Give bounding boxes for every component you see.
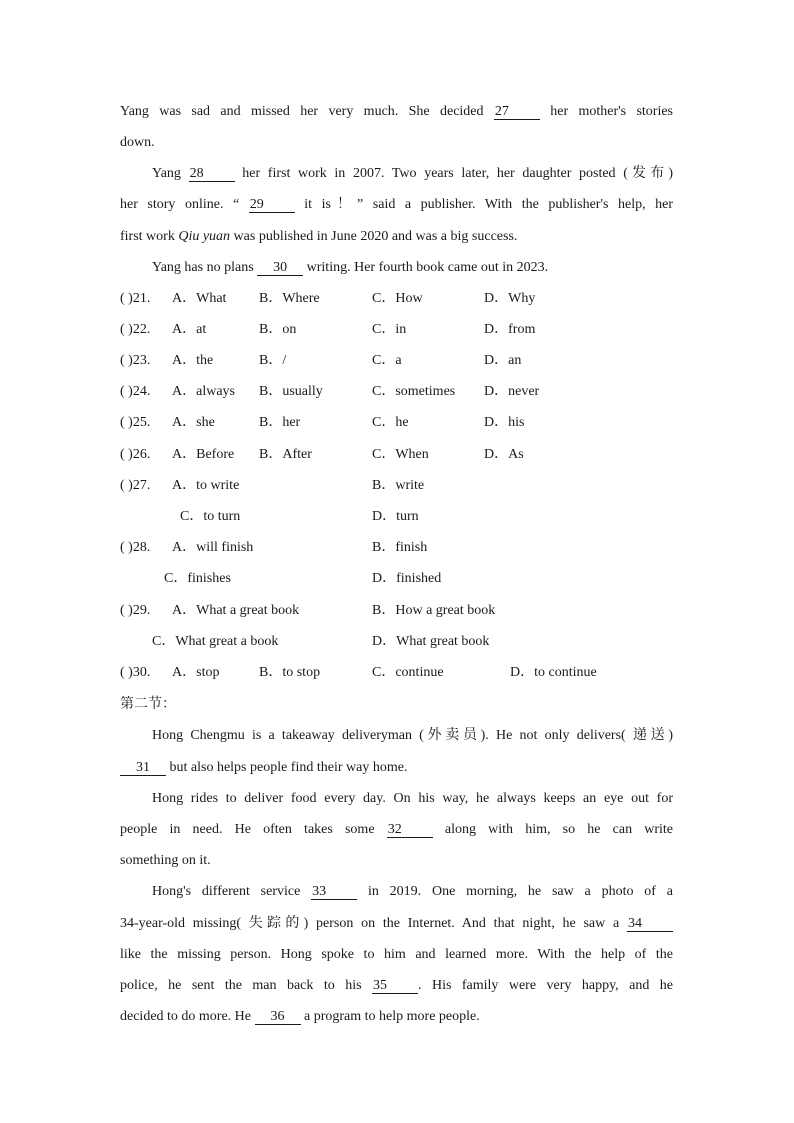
- option-c: [372, 382, 455, 402]
- option-a: [172, 351, 213, 371]
- passage-line: down.: [120, 135, 155, 150]
- answer-blank: 35: [372, 978, 418, 994]
- option-letter: C．: [372, 322, 396, 337]
- option-text: continue: [395, 665, 444, 680]
- passage-line: Hong rides to deliver food every day. On his way, he always keeps an eye out for: [152, 791, 673, 806]
- option-b: [372, 538, 427, 558]
- option-d: [484, 413, 524, 433]
- option-c: [372, 663, 444, 683]
- option-a: [172, 601, 299, 621]
- option-letter: A．: [172, 540, 197, 555]
- option-text: usually: [282, 384, 323, 399]
- option-a: [172, 382, 235, 402]
- option-text: he: [395, 415, 409, 430]
- option-letter: C．: [164, 571, 188, 586]
- option-letter: A．: [172, 665, 197, 680]
- option-text: After: [282, 447, 312, 462]
- option-text: finished: [396, 571, 442, 586]
- option-letter: D．: [484, 291, 509, 306]
- option-letter: B．: [372, 603, 396, 618]
- option-letter: D．: [484, 384, 509, 399]
- answer-blank: 30: [257, 260, 303, 276]
- option-d: [510, 663, 597, 683]
- text: her first work in 2007. Two years later, her daughter posted (发布): [242, 166, 673, 181]
- option-letter: B．: [259, 665, 283, 680]
- question-number: ( )29.: [120, 603, 151, 618]
- question-number: ( )23.: [120, 353, 151, 368]
- option-text: from: [508, 322, 536, 337]
- option-b: [372, 476, 424, 496]
- option-letter: C．: [372, 447, 396, 462]
- option-text: As: [508, 447, 524, 462]
- option-text: How a great book: [395, 603, 496, 618]
- text: along with him, so he can write: [444, 822, 674, 837]
- option-text: to write: [196, 478, 240, 493]
- option-d: [372, 632, 489, 652]
- question-number: ( )22.: [120, 322, 151, 337]
- answer-blank: 27: [494, 104, 540, 120]
- option-text: What: [196, 291, 227, 306]
- option-letter: B．: [372, 478, 396, 493]
- question-number: ( )25.: [120, 415, 151, 430]
- text: Yang has no plans: [152, 260, 254, 275]
- answer-blank: 34: [627, 916, 673, 932]
- option-b: [259, 289, 320, 309]
- passage-line: [120, 914, 673, 934]
- question-number: ( )24.: [120, 384, 151, 399]
- option-text: stop: [196, 665, 220, 680]
- passage-line: [152, 882, 673, 902]
- option-text: What great book: [396, 634, 490, 649]
- text: Hong's different service: [152, 884, 301, 899]
- option-text: she: [196, 415, 215, 430]
- text: decided to do more. He: [120, 1009, 252, 1024]
- option-letter: A．: [172, 478, 197, 493]
- option-text: When: [395, 447, 429, 462]
- option-letter: B．: [259, 322, 283, 337]
- option-d: [484, 445, 524, 465]
- option-letter: A．: [172, 447, 197, 462]
- answer-blank: 31: [120, 760, 166, 776]
- option-text: to turn: [203, 509, 241, 524]
- text: writing. Her fourth book came out in 2023.: [306, 260, 549, 275]
- option-b: [259, 351, 286, 371]
- passage-line: [152, 258, 673, 278]
- passage-line: [120, 976, 673, 996]
- passage-line: [120, 1007, 673, 1027]
- option-text: never: [508, 384, 540, 399]
- passage-line: [120, 102, 673, 122]
- passage-line: Hong Chengmu is a takeaway deliveryman (外卖员). He not only delivers( 递送): [152, 728, 673, 743]
- option-letter: B．: [372, 540, 396, 555]
- option-letter: C．: [152, 634, 176, 649]
- option-text: Where: [282, 291, 320, 306]
- option-letter: D．: [484, 447, 509, 462]
- question-number: ( )27.: [120, 478, 151, 493]
- text: 34-year-old missing( 失踪的) person on the Internet. And that night, he saw a: [120, 916, 620, 931]
- option-text: How: [395, 291, 423, 306]
- option-b: [259, 663, 320, 683]
- option-letter: B．: [259, 353, 283, 368]
- option-text: to continue: [534, 665, 597, 680]
- answer-blank: 28: [189, 166, 235, 182]
- text: people in need. He often takes some: [120, 822, 375, 837]
- option-letter: D．: [372, 634, 397, 649]
- option-letter: A．: [172, 353, 197, 368]
- option-d: [484, 351, 521, 371]
- option-letter: C．: [372, 415, 396, 430]
- passage-line: [152, 164, 673, 184]
- option-text: turn: [396, 509, 419, 524]
- option-letter: C．: [372, 384, 396, 399]
- passage-line: something on it.: [120, 853, 211, 868]
- option-d: [484, 382, 539, 402]
- option-text: an: [508, 353, 522, 368]
- option-letter: B．: [259, 291, 283, 306]
- text: Yang was sad and missed her very much. She decided: [120, 104, 484, 119]
- option-text: will finish: [196, 540, 254, 555]
- passage-line: [120, 820, 673, 840]
- option-letter: A．: [172, 603, 197, 618]
- option-text: finishes: [187, 571, 231, 586]
- option-b: [259, 320, 296, 340]
- option-c: [372, 289, 423, 309]
- text: . His family were very happy, and he: [418, 978, 673, 993]
- option-text: sometimes: [395, 384, 456, 399]
- option-letter: B．: [259, 447, 283, 462]
- option-letter: D．: [372, 571, 397, 586]
- option-text: /: [282, 353, 287, 368]
- option-d: [484, 320, 535, 340]
- passage-line: [120, 227, 673, 247]
- option-a: [172, 663, 219, 683]
- option-text: a: [395, 353, 402, 368]
- passage-line: [120, 195, 673, 215]
- option-text: What great a book: [175, 634, 279, 649]
- option-d: [484, 289, 535, 309]
- option-letter: A．: [172, 322, 197, 337]
- option-letter: C．: [372, 291, 396, 306]
- option-text: always: [196, 384, 236, 399]
- option-a: [172, 320, 206, 340]
- option-c: [372, 413, 409, 433]
- option-c: [372, 320, 406, 340]
- text: her mother's stories: [550, 104, 674, 119]
- text: police, he sent the man back to his: [120, 978, 362, 993]
- option-text: finish: [395, 540, 428, 555]
- option-letter: D．: [484, 353, 509, 368]
- text: it is！” said a publisher. With the publisher's help, her: [304, 197, 674, 212]
- option-letter: D．: [510, 665, 535, 680]
- option-b: [372, 601, 495, 621]
- option-letter: D．: [484, 322, 509, 337]
- text: her story online. “: [120, 197, 240, 212]
- answer-blank: 29: [249, 197, 295, 213]
- option-text: the: [196, 353, 214, 368]
- text: was published in June 2020 and was a big success.: [230, 229, 518, 244]
- option-letter: A．: [172, 291, 197, 306]
- passage-line: like the missing person. Hong spoke to him and learned more. With the help of the: [120, 947, 673, 962]
- option-c: [152, 632, 278, 652]
- option-c: [164, 569, 231, 589]
- option-c: [372, 351, 402, 371]
- option-text: his: [508, 415, 525, 430]
- option-letter: A．: [172, 384, 197, 399]
- question-number: ( )21.: [120, 291, 151, 306]
- option-d: [372, 569, 441, 589]
- option-letter: D．: [484, 415, 509, 430]
- option-letter: A．: [172, 415, 197, 430]
- option-text: on: [282, 322, 297, 337]
- option-text: to stop: [282, 665, 321, 680]
- option-b: [259, 413, 300, 433]
- option-a: [172, 413, 215, 433]
- text: Yang: [152, 166, 181, 181]
- option-text: Before: [196, 447, 235, 462]
- option-d: [372, 507, 419, 527]
- question-number: ( )28.: [120, 540, 151, 555]
- text: but also helps people find their way home.: [169, 760, 408, 775]
- option-a: [172, 289, 226, 309]
- answer-blank: 36: [255, 1009, 301, 1025]
- option-text: Why: [508, 291, 536, 306]
- text: in 2019. One morning, he saw a photo of a: [367, 884, 673, 899]
- option-text: in: [395, 322, 407, 337]
- option-letter: C．: [372, 665, 396, 680]
- section-heading: 第二节：: [120, 697, 176, 712]
- text: a program to help more people.: [304, 1009, 480, 1024]
- option-letter: C．: [372, 353, 396, 368]
- question-number: ( )26.: [120, 447, 151, 462]
- option-c: [180, 507, 240, 527]
- option-a: [172, 538, 253, 558]
- answer-blank: 32: [387, 822, 433, 838]
- answer-blank: 33: [311, 884, 357, 900]
- option-letter: C．: [180, 509, 204, 524]
- text: first work: [120, 229, 179, 244]
- option-text: at: [196, 322, 207, 337]
- option-b: [259, 445, 312, 465]
- option-text: What a great book: [196, 603, 300, 618]
- option-a: [172, 445, 234, 465]
- option-letter: B．: [259, 415, 283, 430]
- passage-line: [120, 758, 673, 778]
- option-b: [259, 382, 323, 402]
- option-letter: B．: [259, 384, 283, 399]
- option-letter: D．: [372, 509, 397, 524]
- option-a: [172, 476, 239, 496]
- book-title: Qiu yuan: [178, 229, 231, 244]
- option-text: write: [395, 478, 425, 493]
- option-c: [372, 445, 429, 465]
- question-number: ( )30.: [120, 665, 151, 680]
- option-text: her: [282, 415, 301, 430]
